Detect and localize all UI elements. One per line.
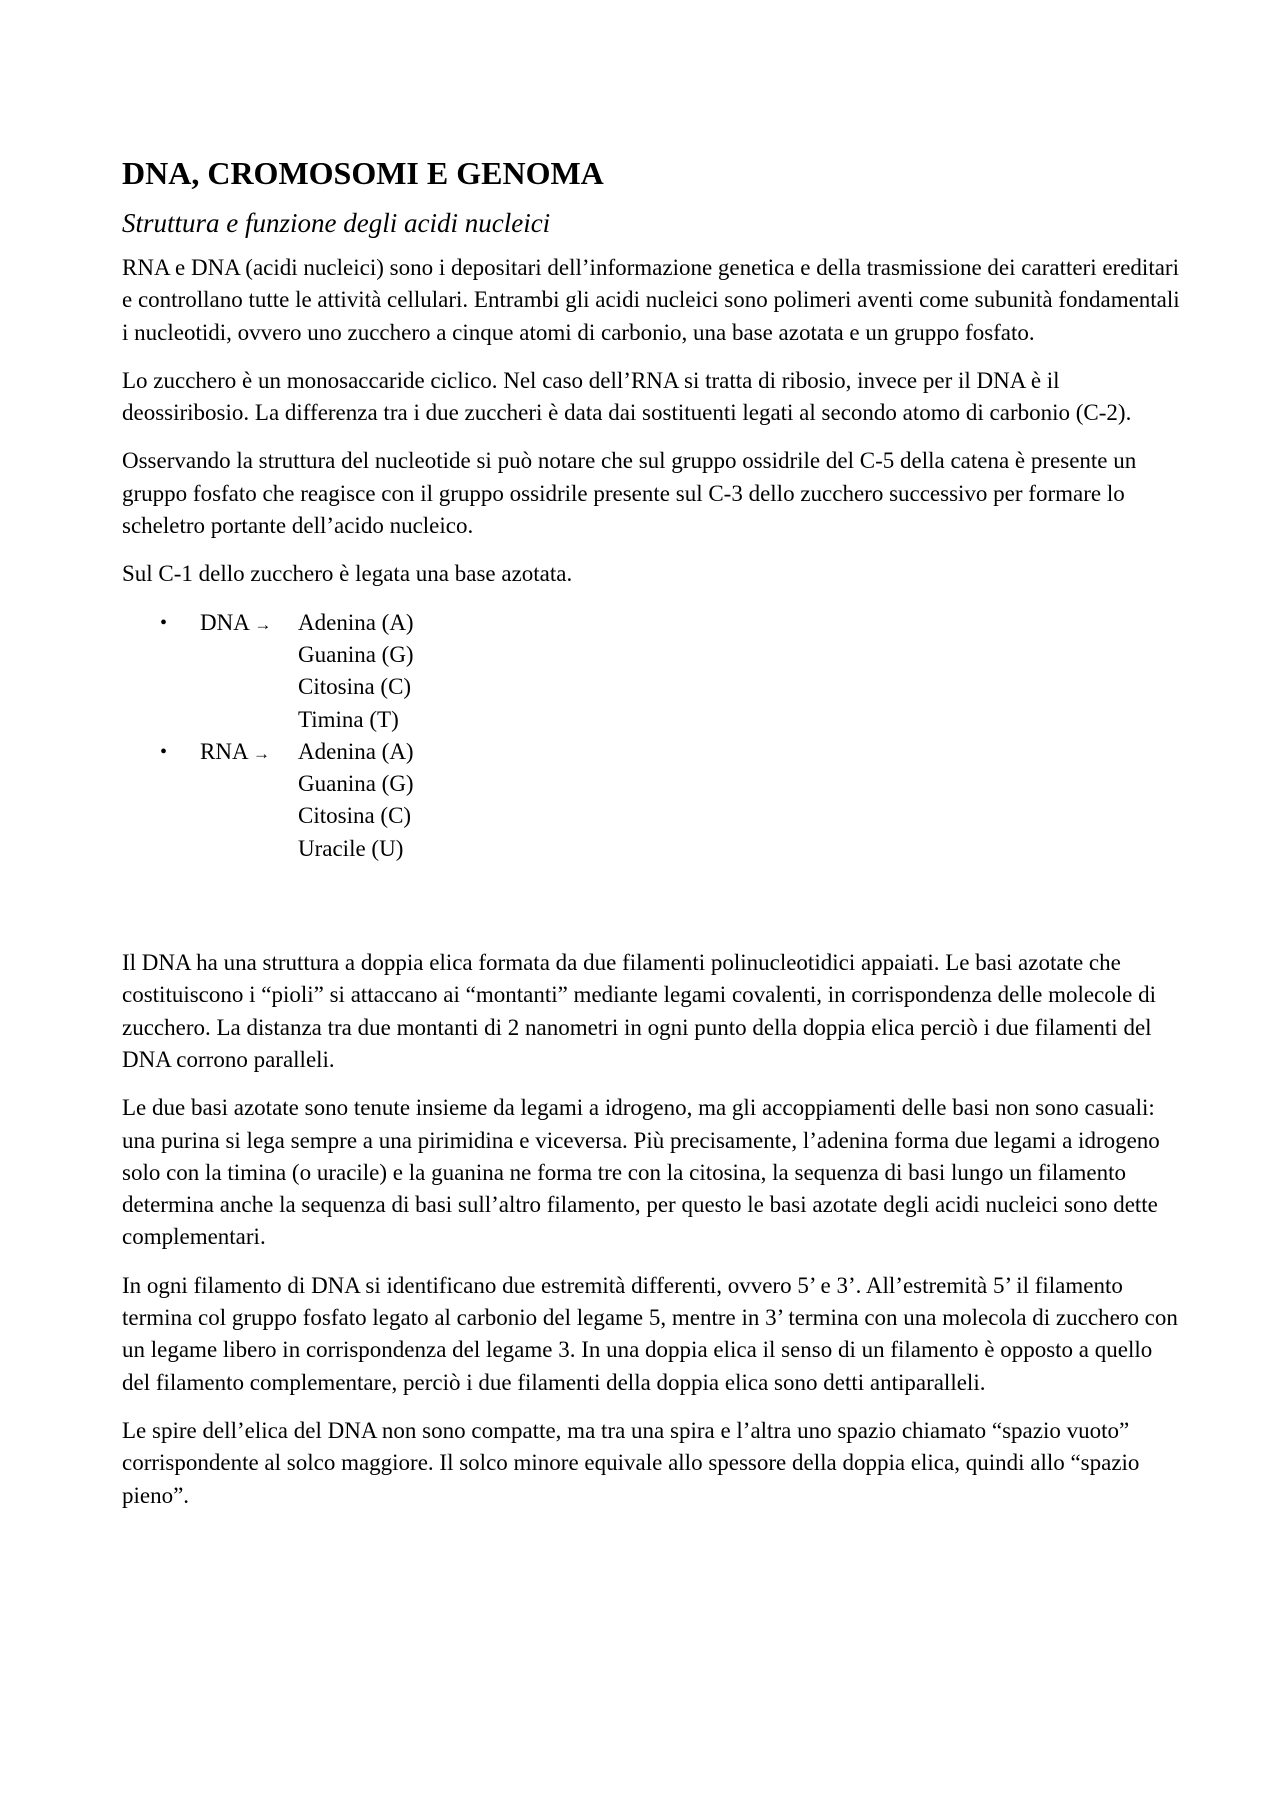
list-label: RNA [200,738,248,764]
bullet-icon: • [160,740,168,763]
bases-list [122,607,1182,865]
base-values [298,607,414,736]
paragraph: In ogni filamento di DNA si identificano due estremità differenti, ovvero 5’ e 3’. All’estremità 5’ il filamento termina col gruppo fosfato legato al carbonio del legame 5, mentre in 3’ termina con una molecola di zucchero con un legame libero in corrispondenza del legame 3. In una doppia elica il senso di un filamento è opposto a quello del filamento complementare, perciò i due filamenti della doppia elica sono detti antiparalleli. [122,1272,1178,1395]
paragraph: Sul C-1 dello zucchero è legata una base azotata. [122,561,573,587]
base-item: Timina (T) [298,706,399,732]
base-item: Citosina (C) [298,674,412,700]
bullet-icon: • [160,611,168,634]
list-label: DNA [200,609,249,635]
base-item: Adenina (A) [298,609,414,635]
base-values [298,736,414,865]
page-subtitle: Struttura e funzione degli acidi nucleici [122,208,551,238]
paragraph: Il DNA ha una struttura a doppia elica formata da due filamenti polinucleotidici appaiati. Le basi azotate che costituiscono i “pioli” si attaccano ai “montanti” mediante legami covalenti, in corrispondenza delle molecole di zucchero. La distanza tra due montanti di 2 nanometri in ogni punto della doppia elica perciò i due filamenti del DNA corrono paralleli. [122,950,1157,1072]
paragraph: Osservando la struttura del nucleotide si può notare che sul gruppo ossidrile del C-5 della catena è presente un gruppo fosfato che reagisce con il gruppo ossidrile presente sul C-3 dello zucchero successivo per formare lo scheletro portante dell’acido nucleico. [122,448,1137,539]
page-title: DNA, CROMOSOMI E GENOMA [122,155,604,191]
paragraph: Lo zucchero è un monosaccaride ciclico. Nel caso dell’RNA si tratta di ribosio, invece per il DNA è il deossiribosio. La differenza tra i due zuccheri è data dai sostituenti legati al secondo atomo di carbonio (C-2). [122,367,1132,426]
list-item-dna [122,607,1182,736]
paragraph: Le due basi azotate sono tenute insieme da legami a idrogeno, ma gli accoppiamenti delle basi non sono casuali: una purina si lega sempre a una pirimidina e viceversa. Più precisamente, l’adenina forma due legami a idrogeno solo con la timina (o uracile) e la guanina ne forma tre con la citosina, la sequenza di basi lungo un filamento determina anche la sequenza di basi sull’altro filamento, per questo le basi azotate degli acidi nucleici sono dette complementari. [122,1095,1160,1250]
list-item-rna [122,736,1182,865]
base-item: Adenina (A) [298,738,414,764]
base-item: Guanina (G) [298,771,414,797]
base-item: Citosina (C) [298,803,412,829]
document-page [122,154,1182,1528]
arrow-right-icon: → [253,743,271,763]
paragraph: Le spire dell’elica del DNA non sono compatte, ma tra una spira e l’altra uno spazio chiamato “spazio vuoto” corrispondente al solco maggiore. Il solco minore equivale allo spessore della doppia elica, quindi allo “spazio pieno”. [122,1417,1140,1508]
base-item: Uracile (U) [298,835,404,861]
paragraph: RNA e DNA (acidi nucleici) sono i depositari dell’informazione genetica e della trasmissione dei caratteri ereditari e controllano tutte le attività cellulari. Entrambi gli acidi nucleici sono polimeri aventi come subunità fondamentali i nucleotidi, ovvero uno zucchero a cinque atomi di carbonio, una base azotata e un gruppo fosfato. [122,255,1180,345]
arrow-right-icon: → [254,614,272,634]
base-item: Guanina (G) [298,641,414,667]
